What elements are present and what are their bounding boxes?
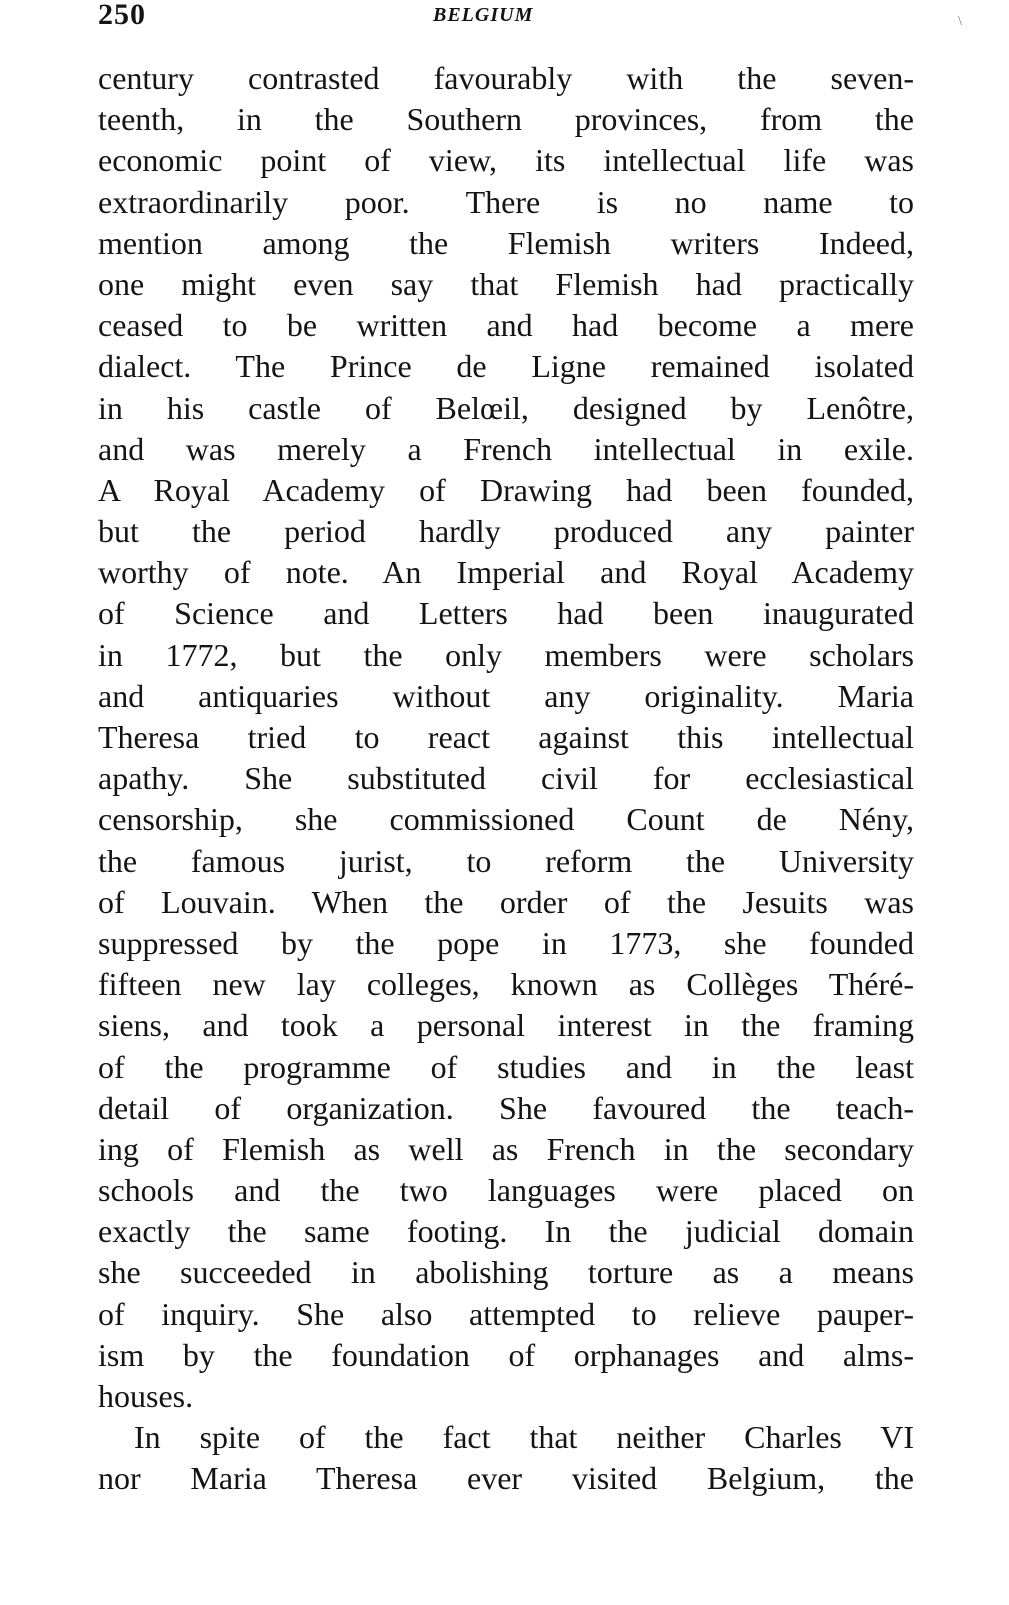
text-line: of Louvain. When the order of the Jesuits was: [98, 883, 914, 920]
text-line: century contrasted favourably with the seven-: [98, 60, 914, 96]
text-line: dialect. The Prince de Ligne remained isolated: [98, 348, 914, 385]
text-line: economic point of view, its intellectual life was: [98, 142, 914, 179]
text-line: nor Maria Theresa ever visited Belgium, the: [98, 1460, 914, 1497]
page-number: 250: [98, 0, 146, 31]
text-line: one might even say that Flemish had practically: [98, 265, 914, 302]
text-line: siens, and took a personal interest in the framing: [98, 1007, 914, 1044]
stray-mark: \: [958, 14, 962, 29]
text-line: A Royal Academy of Drawing had been founded,: [98, 471, 914, 508]
text-line: apathy. She substituted civil for ecclesiastical: [98, 760, 914, 797]
text-line: of Science and Letters had been inaugurated: [98, 595, 914, 632]
body-text: [98, 58, 914, 1500]
text-line: in 1772, but the only members were scholars: [98, 636, 914, 673]
paragraph-first-line: In spite of the fact that neither Charles VI: [134, 1419, 914, 1456]
running-head: [98, 0, 918, 38]
running-title: BELGIUM: [433, 4, 534, 26]
text-line: and antiquaries without any originality. Maria: [98, 677, 914, 714]
text-line: ism by the foundation of orphanages and alms-: [98, 1336, 914, 1373]
text-line: ing of Flemish as well as French in the secondary: [98, 1130, 914, 1167]
text-line: the famous jurist, to reform the University: [98, 842, 914, 879]
text-line: ceased to be written and had become a mere: [98, 307, 914, 344]
text-line: suppressed by the pope in 1773, she founded: [98, 924, 914, 961]
text-line: in his castle of Belœil, designed by Lenôtre,: [98, 389, 914, 426]
text-line: fifteen new lay colleges, known as Collèges Théré-: [98, 966, 914, 1003]
text-line: extraordinarily poor. There is no name to: [98, 183, 914, 220]
text-line: of the programme of studies and in the least: [98, 1048, 914, 1085]
text-line: censorship, she commissioned Count de Nény,: [98, 801, 914, 838]
text-line: but the period hardly produced any painter: [98, 513, 914, 550]
text-line: teenth, in the Southern provinces, from the: [98, 101, 914, 138]
text-line: of inquiry. She also attempted to relieve pauper-: [98, 1295, 914, 1332]
text-line: schools and the two languages were placed on: [98, 1172, 914, 1209]
text-line: Theresa tried to react against this intellectual: [98, 719, 914, 755]
text-line: exactly the same footing. In the judicial domain: [98, 1213, 914, 1250]
text-line: worthy of note. An Imperial and Royal Academy: [98, 554, 914, 591]
paragraph-end-line: houses.: [98, 1378, 194, 1414]
text-line: mention among the Flemish writers Indeed,: [98, 224, 914, 261]
text-line: and was merely a French intellectual in exile.: [98, 430, 914, 467]
text-line: she succeeded in abolishing torture as a means: [98, 1254, 914, 1291]
text-line: detail of organization. She favoured the teach-: [98, 1089, 914, 1126]
